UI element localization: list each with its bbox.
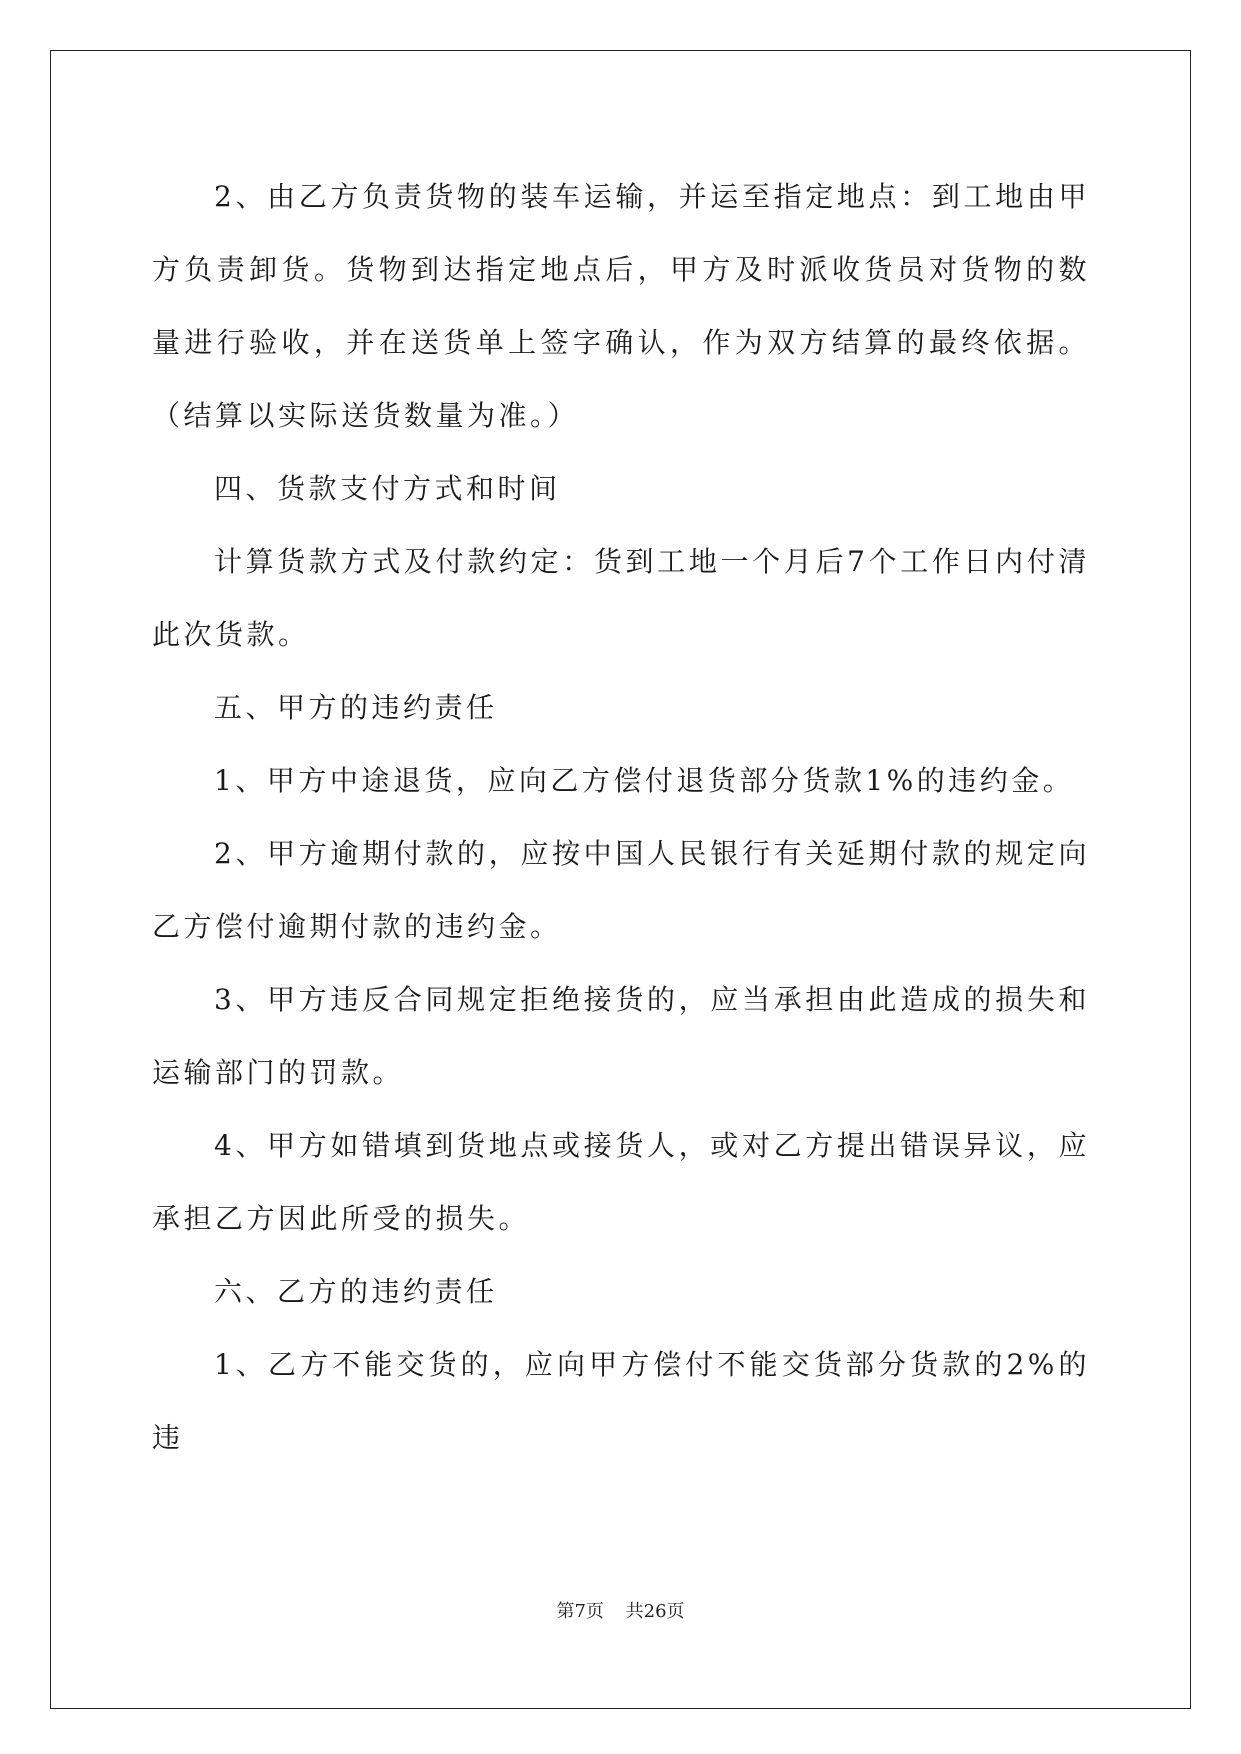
document-body	[152, 160, 1090, 1474]
section-heading-payment: 四、货款支付方式和时间	[214, 472, 561, 505]
section-heading-party-a-liability: 五、甲方的违约责任	[214, 691, 498, 724]
paragraph-party-b-clause-1: 1、乙方不能交货的，应向甲方偿付不能交货部分货款的2%的违	[152, 1348, 1090, 1454]
paragraph-payment-terms: 计算货款方式及付款约定：货到工地一个月后7个工作日内付清此次货款。	[152, 545, 1090, 651]
paragraph-party-a-clause-2: 2、甲方逾期付款的，应按中国人民银行有关延期付款的规定向乙方偿付逾期付款的违约金。	[152, 837, 1090, 943]
paragraph-party-a-clause-1: 1、甲方中途退货，应向乙方偿付退货部分货款1%的违约金。	[214, 764, 1075, 797]
section-heading-party-b-liability: 六、乙方的违约责任	[214, 1275, 498, 1308]
paragraph-party-a-clause-3: 3、甲方违反合同规定拒绝接货的，应当承担由此造成的损失和运输部门的罚款。	[152, 983, 1090, 1089]
page-footer	[0, 1597, 1241, 1623]
page-number: 第7页	[556, 1601, 604, 1622]
paragraph-delivery-clause: 2、由乙方负责货物的装车运输，并运至指定地点：到工地由甲方负责卸货。货物到达指定地点后，甲方及时派收货员对货物的数量进行验收，并在送货单上签字确认，作为双方结算的最终依据。（结算以实际送货数量为准。）	[152, 180, 1090, 432]
paragraph-party-a-clause-4: 4、甲方如错填到货地点或接货人，或对乙方提出错误异议，应承担乙方因此所受的损失。	[152, 1129, 1090, 1235]
page-total: 共26页	[625, 1601, 685, 1622]
